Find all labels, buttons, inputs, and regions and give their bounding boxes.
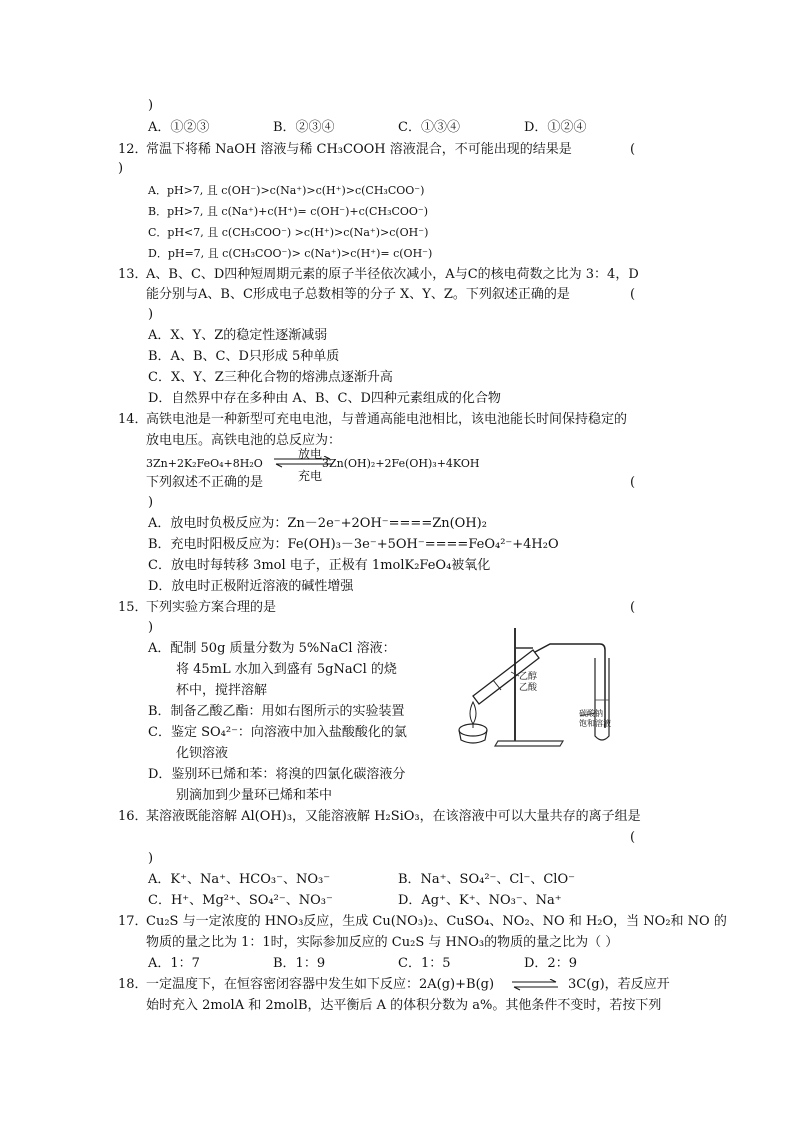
q15-paren-open: (	[630, 600, 636, 615]
q17-option-b: B．1：9	[273, 956, 326, 971]
q15-option-c-line2: 化钡溶液	[176, 746, 229, 761]
fig-label-ethanol: 乙醇	[519, 672, 538, 682]
q15-option-a-line1: A．配制 50g 质量分数为 5%NaCl 溶液：	[148, 641, 396, 656]
q17-option-c: C．1：5	[398, 956, 451, 971]
q18-equilibrium-arrow-icon	[510, 979, 560, 991]
q14-paren-open: (	[630, 475, 636, 490]
q13-number: 13．	[118, 267, 148, 282]
q15-option-d-line1: D．鉴别环已烯和苯：将溴的四氯化碳溶液分	[148, 767, 406, 782]
q12-option-b: B．pH>7, 且 c(Na⁺)+c(H⁺)= c(OH⁻)+c(CH₃COO⁻)	[148, 205, 429, 218]
q13-paren-open: (	[630, 287, 636, 302]
q15-option-a-line2: 将 45mL 水加入到盛有 5gNaCl 的烧	[176, 662, 397, 677]
q18-number: 18．	[118, 977, 148, 992]
q11-option-c: C．①③④	[398, 120, 460, 135]
q16-option-a: A．K⁺、Na⁺、HCO₃⁻、NO₃⁻	[148, 872, 331, 887]
q16-option-d: D．Ag⁺、K⁺、NO₃⁻、Na⁺	[398, 893, 562, 908]
q16-number: 16．	[118, 809, 148, 824]
q13-option-d: D．自然界中存在多种由 A、B、C、D四种元素组成的化合物	[148, 391, 501, 406]
q14-number: 14．	[118, 412, 148, 427]
q15-option-b: B．制备乙酸乙酯：用如右图所示的实验装置	[148, 704, 405, 719]
q11-option-a: A．①②③	[148, 120, 210, 135]
q14-option-a: A．放电时负极反应为：Zn－2e⁻+2OH⁻====Zn(OH)₂	[148, 516, 487, 531]
q15-number: 15．	[118, 600, 148, 615]
q13-paren-close: )	[148, 307, 154, 322]
q18-stem-line1b: 3C(g)，若反应开	[568, 977, 670, 992]
q14-equation-top-label: 放电	[298, 447, 323, 461]
q16-paren-open: (	[630, 830, 636, 845]
fig-label-acetic-acid: 乙酸	[519, 683, 538, 693]
fig-label-saturated-solution: 饱和溶液	[579, 719, 611, 728]
q14-equation-bottom-label: 充电	[298, 469, 323, 483]
q16-stem: 某溶液既能溶解 Al(OH)₃，又能溶液解 H₂SiO₃，在该溶液中可以大量共存的离子组是	[146, 809, 641, 824]
q15-paren-close: )	[148, 620, 154, 635]
q13-option-a: A．X、Y、Z的稳定性逐渐减弱	[148, 328, 328, 343]
q15-option-c-line1: C．鉴定 SO₄²⁻：向溶液中加入盐酸酸化的氯	[148, 725, 407, 740]
q17-stem-line2: 物质的量之比为 1：1时，实际参加反应的 Cu₂S 与 HNO₃的物质的量之比为（ ）	[146, 935, 619, 950]
ethyl-acetate-apparatus-figure	[455, 628, 665, 758]
q12-stem: 常温下将稀 NaOH 溶液与稀 CH₃COOH 溶液混合，不可能出现的结果是	[146, 142, 572, 157]
q17-number: 17．	[118, 914, 148, 929]
q12-paren-open: (	[630, 142, 636, 157]
q12-option-a: A．pH>7, 且 c(OH⁻)>c(Na⁺)>c(H⁺)>c(CH₃COO⁻)	[148, 184, 425, 197]
q15-option-a-line3: 杯中，搅拌溶解	[176, 683, 268, 698]
q14-stem-line2: 放电电压。高铁电池的总反应为：	[146, 433, 342, 448]
q13-stem-line1: A、B、C、D四种短周期元素的原子半径依次减小，A与C的核电荷数之比为 3：4，D	[146, 267, 639, 282]
q13-stem-line2: 能分别与A、B、C形成电子总数相等的分子 X、Y、Z。下列叙述正确的是	[146, 287, 570, 302]
q17-option-a: A．1：7	[148, 956, 200, 971]
q17-option-d: D．2：9	[524, 956, 577, 971]
q13-option-c: C．X、Y、Z三种化合物的熔沸点逐渐升高	[148, 370, 393, 385]
q14-option-c: C．放电时每转移 3mol 电子，正极有 1molK₂FeO₄被氧化	[148, 558, 491, 573]
q16-option-b: B．Na⁺、SO₄²⁻、Cl⁻、ClO⁻	[398, 872, 575, 887]
q14-option-b: B．充电时阳极反应为：Fe(OH)₃－3e⁻+5OH⁻====FeO₄²⁻+4H₂O	[148, 537, 559, 552]
q12-option-d: D．pH=7, 且 c(CH₃COO⁻)> c(Na⁺)>c(H⁺)= c(OH⁻)	[148, 247, 433, 260]
q16-option-c: C．H⁺、Mg²⁺、SO₄²⁻、NO₃⁻	[148, 893, 333, 908]
q18-stem-line1a: 一定温度下，在恒容密闭容器中发生如下反应：2A(g)+B(g)	[146, 977, 495, 992]
q15-stem: 下列实验方案合理的是	[146, 600, 277, 615]
q14-paren-close: )	[148, 495, 154, 510]
q12-paren-close: )	[118, 161, 124, 176]
q14-equation-left: 3Zn+2K₂FeO₄+8H₂O	[146, 457, 263, 470]
fig-label-sodium-carbonate: 碳酸钠	[579, 709, 603, 718]
q11-option-b: B．②③④	[273, 120, 335, 135]
q16-paren-close: )	[148, 851, 154, 866]
q14-stem-line3: 下列叙述不正确的是	[146, 475, 264, 490]
q11-option-d: D．①②④	[524, 120, 587, 135]
q13-option-b: B．A、B、C、D只形成 5种单质	[148, 349, 340, 364]
q14-option-d: D．放电时正极附近溶液的碱性增强	[148, 579, 354, 594]
q11-paren-close: )	[148, 98, 154, 113]
q18-stem-line2: 始时充入 2molA 和 2molB，达平衡后 A 的体积分数为 a%。其他条件不变时，若按下列	[146, 998, 662, 1013]
q12-number: 12．	[118, 142, 148, 157]
q12-option-c: C．pH<7, 且 c(CH₃COO⁻) >c(H⁺)>c(Na⁺)>c(OH⁻)	[148, 226, 429, 239]
q14-stem-line1: 高铁电池是一种新型可充电电池，与普通高能电池相比，该电池能长时间保持稳定的	[146, 412, 628, 427]
q15-option-d-line2: 别滴加到少量环已烯和苯中	[176, 788, 333, 803]
q14-equation-right: 3Zn(OH)₂+2Fe(OH)₃+4KOH	[322, 457, 480, 470]
q17-stem-line1: Cu₂S 与一定浓度的 HNO₃反应，生成 Cu(NO₃)₂、CuSO₄、NO₂、NO 和 H₂O，当 NO₂和 NO 的	[146, 914, 727, 929]
